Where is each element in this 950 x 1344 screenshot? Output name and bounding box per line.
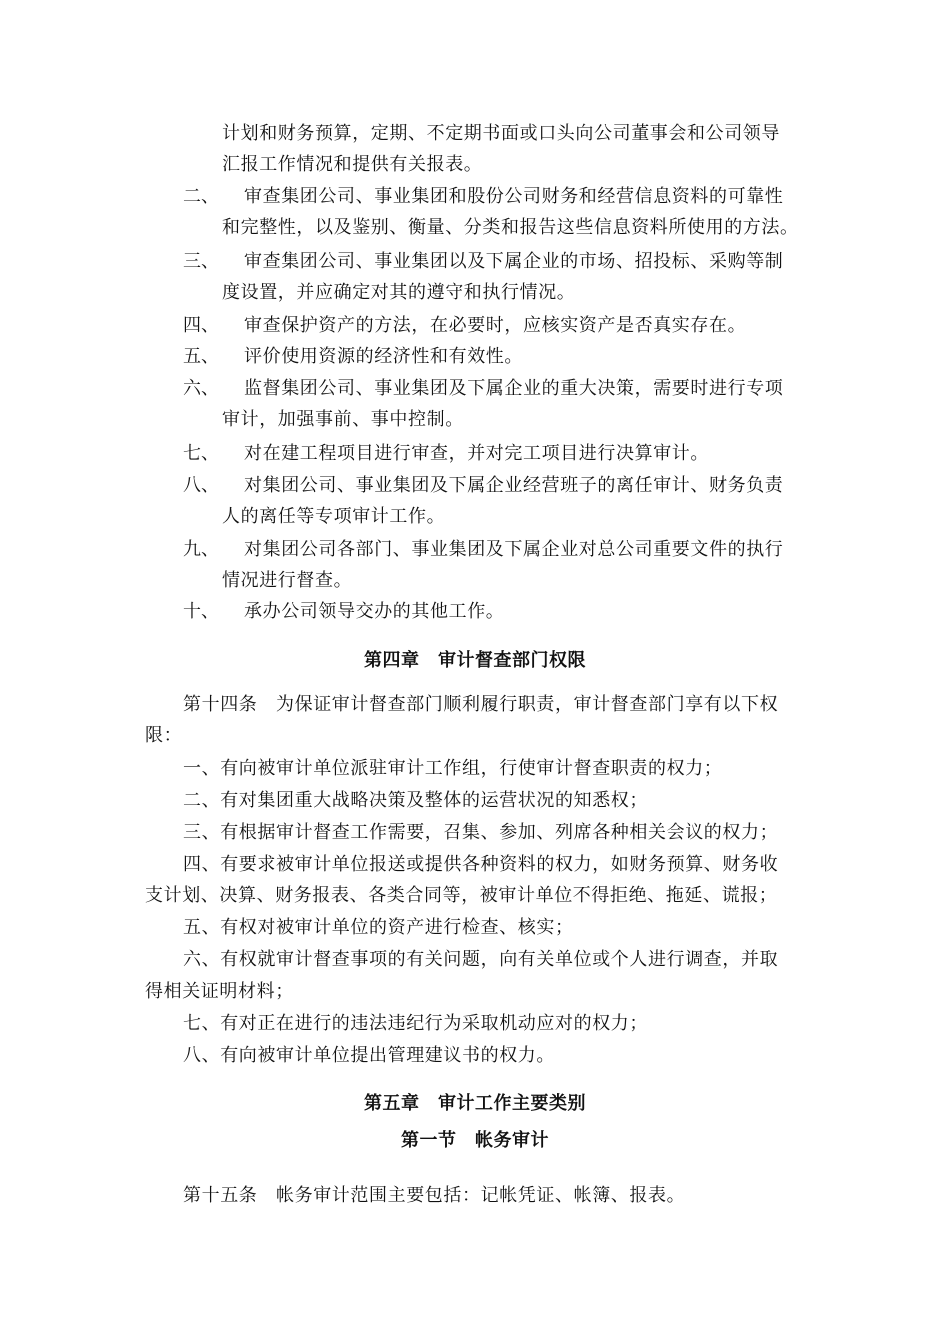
list-item-text: 八、有向被审计单位提出管理建议书的权力。: [183, 1045, 555, 1066]
list-number: 四、: [183, 315, 219, 336]
list-number: 十、: [183, 601, 219, 622]
list-item-text: 度设置，并应确定对其的遵守和执行情况。: [222, 282, 576, 303]
list-item-text: 审查集团公司、事业集团以及下属企业的市场、招投标、采购等制: [244, 251, 784, 272]
article-text: 限：: [145, 725, 183, 746]
list-item-text: 对集团公司、事业集团及下属企业经营班子的离任审计、财务负责: [244, 475, 784, 496]
list-item-text: 支计划、决算、财务报表、各类合同等，被审计单位不得拒绝、拖延、谎报；: [145, 885, 778, 906]
list-number: 六、: [183, 378, 219, 399]
list-item-text: 六、有权就审计督查事项的有关问题，向有关单位或个人进行调查，并取: [183, 949, 779, 970]
article-text: 第十四条 为保证审计督查部门顺利履行职责，审计督查部门享有以下权: [183, 694, 779, 715]
list-item-text: 承办公司领导交办的其他工作。: [244, 601, 505, 622]
list-number: 三、: [183, 251, 219, 272]
chapter-heading: 第五章 审计工作主要类别: [364, 1093, 586, 1114]
continuation-line: 计划和财务预算，定期、不定期书面或口头向公司董事会和公司领导: [222, 123, 780, 144]
list-item-text: 审查集团公司、事业集团和股份公司财务和经营信息资料的可靠性: [244, 186, 784, 207]
list-item-text: 审查保护资产的方法，在必要时，应核实资产是否真实存在。: [244, 315, 747, 336]
list-number: 七、: [183, 443, 219, 464]
section-heading: 第一节 帐务审计: [401, 1130, 549, 1151]
list-item-text: 对在建工程项目进行审查，并对完工项目进行决算审计。: [244, 443, 709, 464]
list-number: 八、: [183, 475, 219, 496]
list-item-text: 监督集团公司、事业集团及下属企业的重大决策，需要时进行专项: [244, 378, 784, 399]
chapter-heading: 第四章 审计督查部门权限: [364, 650, 586, 671]
list-number: 九、: [183, 539, 219, 560]
list-item-text: 四、有要求被审计单位报送或提供各种资料的权力，如财务预算、财务收: [183, 854, 779, 875]
list-item-text: 得相关证明材料；: [145, 981, 294, 1002]
list-item-text: 一、有向被审计单位派驻审计工作组，行使审计督查职责的权力；: [183, 758, 723, 779]
list-item-text: 和完整性，以及鉴别、衡量、分类和报告这些信息资料所使用的方法。: [222, 217, 799, 238]
list-item-text: 三、有根据审计督查工作需要，召集、参加、列席各种相关会议的权力；: [183, 822, 779, 843]
list-item-text: 评价使用资源的经济性和有效性。: [244, 346, 523, 367]
article-text: 第十五条 帐务审计范围主要包括：记帐凭证、帐簿、报表。: [183, 1185, 686, 1206]
list-item-text: 七、有对正在进行的违法违纪行为采取机动应对的权力；: [183, 1013, 648, 1034]
continuation-line: 汇报工作情况和提供有关报表。: [222, 154, 483, 175]
list-item-text: 五、有权对被审计单位的资产进行检查、核实；: [183, 917, 574, 938]
list-number: 二、: [183, 186, 219, 207]
list-item-text: 人的离任等专项审计工作。: [222, 506, 446, 527]
list-item-text: 对集团公司各部门、事业集团及下属企业对总公司重要文件的执行: [244, 539, 784, 560]
list-item-text: 二、有对集团重大战略决策及整体的运营状况的知悉权；: [183, 790, 648, 811]
list-item-text: 审计，加强事前、事中控制。: [222, 409, 464, 430]
list-number: 五、: [183, 346, 219, 367]
list-item-text: 情况进行督查。: [222, 570, 353, 591]
